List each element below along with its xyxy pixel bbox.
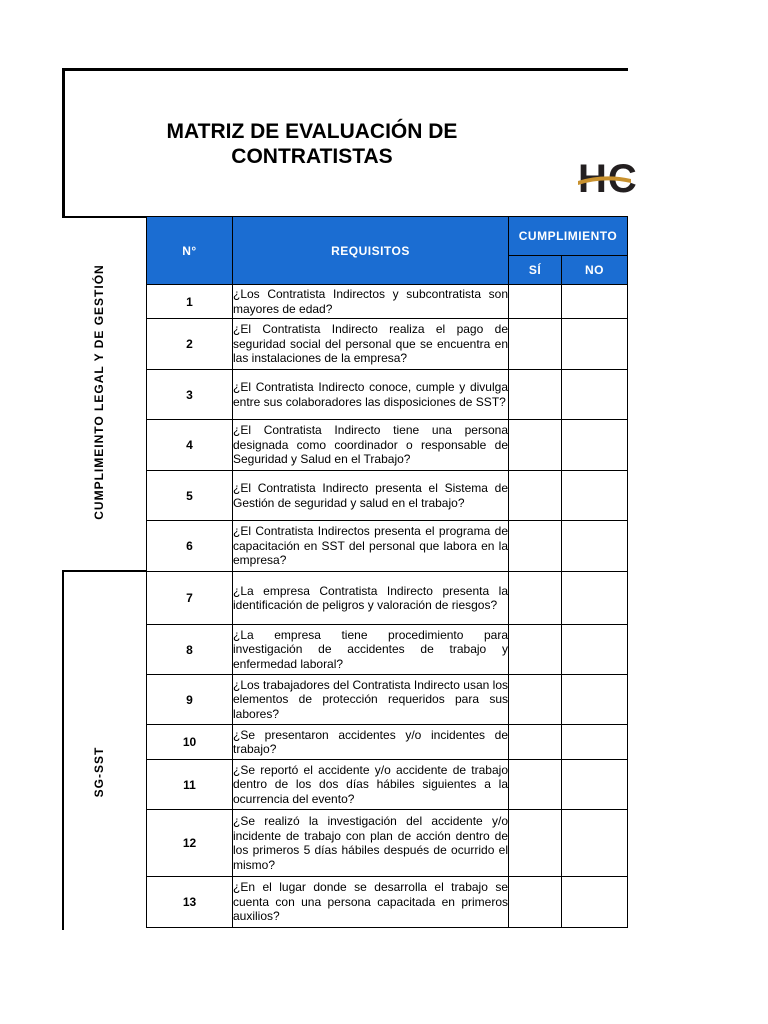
no-cell[interactable] <box>562 810 628 877</box>
row-number: 11 <box>147 760 233 810</box>
company-logo <box>578 157 638 201</box>
document-title: MATRIZ DE EVALUACIÓN DE CONTRATISTAS <box>166 120 458 168</box>
table-row <box>147 625 628 675</box>
requirement-text: ¿El Contratista Indirecto presenta el Sistema de Gestión de seguridad y salud en el trabajo? <box>233 471 509 521</box>
no-cell[interactable] <box>562 420 628 471</box>
table-row <box>147 572 628 625</box>
table-row <box>147 370 628 420</box>
header-no: NO <box>562 256 628 285</box>
section-label-legal: CUMPLIMEINTO LEGAL Y DE GESTIÓN <box>92 264 106 520</box>
no-cell[interactable] <box>562 285 628 319</box>
requirement-text: ¿El Contratista Indirecto conoce, cumple y divulga entre sus colaboradores las disposiciones de SST? <box>233 370 509 420</box>
row-number: 9 <box>147 675 233 725</box>
requirement-text: ¿El Contratista Indirecto realiza el pago de seguridad social del personal que se encuentra en las instalaciones de la empresa? <box>233 319 509 370</box>
requirement-text: ¿El Contratista Indirecto tiene una persona designada como coordinador o responsable de Seguridad y Salud en el Trabajo? <box>233 420 509 471</box>
no-cell[interactable] <box>562 471 628 521</box>
table-row <box>147 420 628 471</box>
row-number: 10 <box>147 725 233 760</box>
section-label-sgsst: SG-SST <box>92 746 106 798</box>
si-cell[interactable] <box>509 810 562 877</box>
row-number: 13 <box>147 877 233 928</box>
si-cell[interactable] <box>509 675 562 725</box>
row-number: 5 <box>147 471 233 521</box>
requirement-text: ¿El Contratista Indirectos presenta el programa de capacitación en SST del personal que labora en la empresa? <box>233 521 509 572</box>
si-cell[interactable] <box>509 420 562 471</box>
si-cell[interactable] <box>509 760 562 810</box>
si-cell[interactable] <box>509 521 562 572</box>
si-cell[interactable] <box>509 725 562 760</box>
table-row <box>147 760 628 810</box>
row-number: 3 <box>147 370 233 420</box>
no-cell[interactable] <box>562 725 628 760</box>
si-cell[interactable] <box>509 625 562 675</box>
si-cell[interactable] <box>509 285 562 319</box>
requirement-text: ¿Los Contratista Indirectos y subcontratista son mayores de edad? <box>233 285 509 319</box>
requirement-text: ¿En el lugar donde se desarrolla el trabajo se cuenta con una persona capacitada en primeros auxilios? <box>233 877 509 928</box>
row-number: 8 <box>147 625 233 675</box>
table-row <box>147 319 628 370</box>
table-row <box>147 471 628 521</box>
table-row <box>147 725 628 760</box>
table-row <box>147 521 628 572</box>
logo-text: HC <box>578 157 638 201</box>
si-cell[interactable] <box>509 370 562 420</box>
requirement-text: ¿La empresa Contratista Indirecto presenta la identificación de peligros y valoración de riesgos? <box>233 572 509 625</box>
row-number: 12 <box>147 810 233 877</box>
no-cell[interactable] <box>562 572 628 625</box>
requirement-text: ¿La empresa tiene procedimiento para investigación de accidentes de trabajo y enfermedad laboral? <box>233 625 509 675</box>
logo-swoosh-icon <box>578 157 638 201</box>
row-number: 6 <box>147 521 233 572</box>
no-cell[interactable] <box>562 625 628 675</box>
no-cell[interactable] <box>562 319 628 370</box>
si-cell[interactable] <box>509 471 562 521</box>
requirement-text: ¿Se realizó la investigación del accidente y/o incidente de trabajo con plan de acción dentro de los primeros 5 días hábiles después de ocurrido el mismo? <box>233 810 509 877</box>
header-cumplimiento: CUMPLIMIENTO <box>509 217 628 256</box>
no-cell[interactable] <box>562 877 628 928</box>
table-row <box>147 675 628 725</box>
no-cell[interactable] <box>562 760 628 810</box>
no-cell[interactable] <box>562 521 628 572</box>
row-number: 2 <box>147 319 233 370</box>
table-row <box>147 285 628 319</box>
table-row <box>147 877 628 928</box>
si-cell[interactable] <box>509 319 562 370</box>
requirement-text: ¿Se reportó el accidente y/o accidente de trabajo dentro de los dos días hábiles siguientes a la ocurrencia del evento? <box>233 760 509 810</box>
si-cell[interactable] <box>509 877 562 928</box>
header-si: SÍ <box>509 256 562 285</box>
row-number: 1 <box>147 285 233 319</box>
evaluation-table <box>146 216 628 928</box>
row-number: 7 <box>147 572 233 625</box>
row-number: 4 <box>147 420 233 471</box>
table-row <box>147 810 628 877</box>
no-cell[interactable] <box>562 675 628 725</box>
requirement-text: ¿Se presentaron accidentes y/o incidentes de trabajo? <box>233 725 509 760</box>
no-cell[interactable] <box>562 370 628 420</box>
si-cell[interactable] <box>509 572 562 625</box>
requirement-text: ¿Los trabajadores del Contratista Indirecto usan los elementos de protección requeridos para sus labores? <box>233 675 509 725</box>
title-box <box>62 68 638 218</box>
header-requisitos: REQUISITOS <box>233 217 509 285</box>
header-num: N° <box>147 217 233 285</box>
